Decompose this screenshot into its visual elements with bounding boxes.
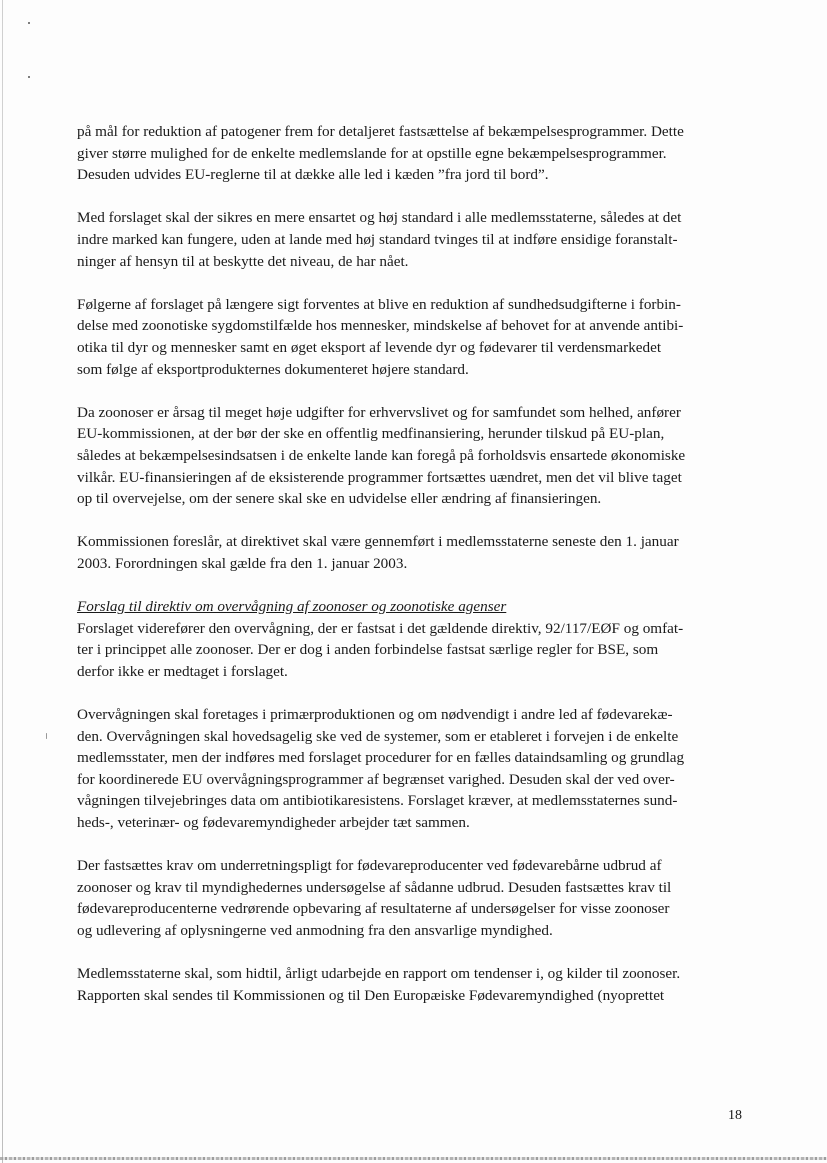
text-line: heds-, veterinær- og fødevaremyndigheder arbejder tæt sammen. (77, 814, 470, 831)
paragraph (77, 531, 745, 574)
text-line: vilkår. EU-finansieringen af de eksisterende programmer fortsættes uændret, men det vil blive taget (77, 468, 682, 486)
text-line: for koordinerede EU overvågningsprogrammer af begrænset varighed. Desuden skal der ved over- (77, 770, 675, 788)
text-line: den. Overvågningen skal hovedsagelig ske ved de systemer, som er etableret i forvejen i de enkelte (77, 727, 679, 745)
text-line: Desuden udvides EU-reglerne til at dække alle led i kæden ”fra jord til bord”. (77, 166, 549, 184)
text-line: således at bekæmpelsesindsatsen i de enkelte lande kan foregå på forholdsvis ensartede økonomiske (77, 446, 686, 464)
text-line: vågningen tilvejebringes data om antibiotikaresistens. Forslaget kræver, at medlemsstaternes sund- (77, 792, 678, 810)
scan-bottom-edge (0, 1157, 827, 1160)
scan-speck (28, 22, 30, 24)
paragraph (77, 402, 745, 510)
text-line: Forslaget viderefører den overvågning, der er fastsat i det gældende direktiv, 92/117/EØF og omfat- (77, 619, 684, 637)
text-line: Overvågningen skal foretages i primærproduktionen og om nødvendigt i andre led af fødevarekæ- (77, 706, 673, 724)
text-line: 2003. Forordningen skal gælde fra den 1. januar 2003. (77, 554, 408, 572)
paragraph (77, 294, 745, 380)
paragraph (77, 121, 745, 186)
text-line: og udlevering af oplysningerne ved anmodning fra den ansvarlige myndighed. (77, 921, 553, 939)
text-line: EU-kommissionen, at der bør der ske en offentlig medfinansiering, herunder tilskud på EU-plan, (77, 425, 665, 443)
text-line: giver større mulighed for de enkelte medlemslande for at opstille egne bekæmpelsesprogrammer. (77, 144, 667, 162)
text-line: medlemsstater, men der indføres med forslaget procedurer for en fælles dataindsamling og grundlag (77, 749, 685, 767)
paragraph (77, 704, 745, 834)
section-heading: Forslag til direktiv om overvågning af zoonoser og zoonotiske agenser (77, 598, 507, 616)
body-text (77, 121, 745, 1028)
text-line: indre marked kan fungere, uden at lande med høj standard tvinges til at indføre ensidige foranstalt- (77, 230, 678, 248)
scan-speck (46, 733, 47, 739)
text-line: op til overvejelse, om der senere skal ske en udvidelse eller ændring af finansieringen. (77, 490, 602, 508)
scan-left-edge (2, 0, 3, 1163)
text-line: Kommissionen foreslår, at direktivet skal være gennemført i medlemsstaterne seneste den 1. januar (77, 533, 679, 551)
text-line: Følgerne af forslaget på længere sigt forventes at blive en reduktion af sundhedsudgifterne i forbin- (77, 295, 681, 313)
text-line: ter i princippet alle zoonoser. Der er dog i anden forbindelse fastsat særlige regler for BSE, som (77, 641, 659, 659)
scan-speck (28, 76, 30, 78)
text-line: på mål for reduktion af patogener frem for detaljeret fastsættelse af bekæmpelsesprogrammer. Dette (77, 123, 684, 140)
text-line: Der fastsættes krav om underretningspligt for fødevareproducenter ved fødevarebårne udbrud af (77, 857, 662, 875)
text-line: Medlemsstaterne skal, som hidtil, årligt udarbejde en rapport om tendenser i, og kilder til zoonoser. (77, 965, 681, 983)
text-line: som følge af eksportprodukternes dokumenteret højere standard. (77, 360, 469, 378)
text-line: derfor ikke er medtaget i forslaget. (77, 662, 288, 680)
text-line: Med forslaget skal der sikres en mere ensartet og høj standard i alle medlemsstaterne, således at det (77, 209, 682, 227)
paragraph (77, 963, 745, 1006)
paragraph (77, 855, 745, 941)
page-number: 18 (728, 1108, 742, 1123)
text-line: ninger af hensyn til at beskytte det niveau, de har nået. (77, 252, 409, 270)
text-line: delse med zoonotiske sygdomstilfælde hos mennesker, mindskelse af behovet for at anvende antibi- (77, 317, 684, 335)
text-line: zoonoser og krav til myndighedernes undersøgelse af sådanne udbrud. Desuden fastsættes krav til (77, 878, 672, 896)
text-line: fødevareproducenterne vedrørende opbevaring af resultaterne af undersøgelser for visse zoonoser (77, 900, 670, 918)
text-line: otika til dyr og mennesker samt en øget eksport af levende dyr og fødevarer til verdensmarkedet (77, 338, 662, 356)
text-line: Rapporten skal sendes til Kommissionen og til Den Europæiske Fødevaremyndighed (nyoprettet (77, 986, 665, 1004)
text-line: Da zoonoser er årsag til meget høje udgifter for erhvervslivet og for samfundet som helhed, anfører (77, 403, 681, 421)
section-paragraph (77, 596, 745, 682)
paragraph (77, 207, 745, 272)
